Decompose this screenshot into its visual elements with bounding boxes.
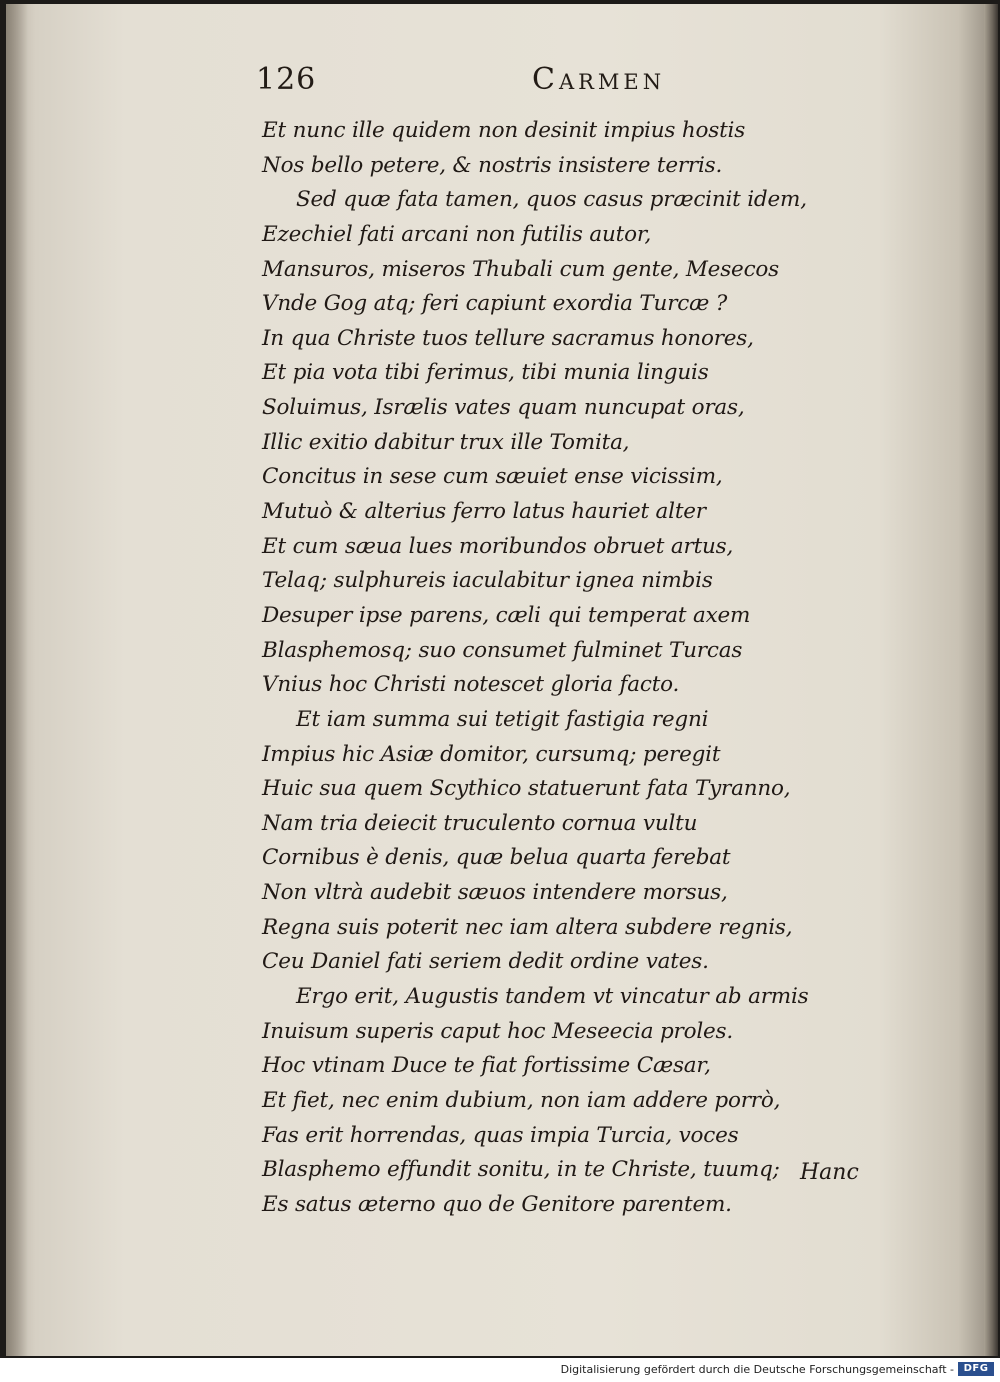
verse-line: Regna suis poterit nec iam altera subdere regnis,: [262, 914, 793, 940]
verse-line: Es satus æterno quo de Genitore parentem.: [262, 1191, 732, 1217]
gutter-shadow: [6, 4, 28, 1356]
verse-line: Ceu Daniel fati seriem dedit ordine vates.: [262, 949, 709, 975]
verse-line: Et fiet, nec enim dubium, non iam addere porrò,: [262, 1087, 781, 1113]
footer-bar: [0, 1358, 1000, 1382]
catchword: Hanc: [800, 1160, 859, 1185]
verse-line: Hoc vtinam Duce te fiat fortissime Cæsar,: [262, 1053, 711, 1079]
verse-line: Soluimus, Isrælis vates quam nuncupat oras,: [262, 395, 745, 421]
verse-line: Telaq; sulphureis iaculabitur ignea nimbis: [262, 568, 713, 594]
page-number: 126: [256, 62, 317, 97]
verse-line: Nos bello petere, & nostris insistere terris.: [262, 152, 723, 178]
page-edge: [984, 4, 998, 1356]
verse-line: Et nunc ille quidem non desinit impius hostis: [262, 118, 746, 143]
verse-line: Et pia vota tibi ferimus, tibi munia linguis: [262, 360, 709, 386]
verse-line: Non vltrà audebit sæuos intendere morsus,: [262, 880, 728, 906]
running-title: Carmen: [532, 62, 666, 97]
verse-line: Et cum sæua lues moribundos obruet artus,: [262, 533, 734, 559]
verse-line: Huic sua quem Scythico statuerunt fata Tyranno,: [262, 776, 791, 802]
verse-line: Desuper ipse parens, cæli qui temperat axem: [262, 602, 751, 628]
verse-line: Inuisum superis caput hoc Meseecia proles.: [262, 1018, 734, 1044]
verse-line: Impius hic Asiæ domitor, cursumq; peregit: [262, 741, 721, 767]
verse-line: Ezechiel fati arcani non futilis autor,: [262, 221, 652, 247]
funding-credit: Digitalisierung gefördert durch die Deutsche Forschungsgemeinschaft -: [560, 1363, 954, 1376]
verse-text: [262, 114, 862, 1223]
verse-line: Et iam summa sui tetigit fastigia regni: [296, 706, 709, 732]
verse-line: Sed quæ fata tamen, quos casus præcinit idem,: [296, 187, 807, 213]
verse-line: Blasphemosq; suo consumet fulminet Turcas: [262, 637, 743, 663]
verse-line: Concitus in sese cum sæuiet ense vicissim,: [262, 464, 723, 490]
verse-line: Ergo erit, Augustis tandem vt vincatur ab armis: [296, 984, 809, 1010]
verse-line: Fas erit horrendas, quas impia Turcia, voces: [262, 1122, 739, 1148]
dfg-logo: DFG: [958, 1362, 994, 1376]
verse-line: Mansuros, miseros Thubali cum gente, Mesecos: [262, 256, 779, 282]
verse-line: Cornibus è denis, quæ belua quarta ferebat: [262, 845, 731, 871]
verse-line: In qua Christe tuos tellure sacramus honores,: [262, 325, 754, 351]
page-header: [256, 62, 706, 112]
verse-line: Vnde Gog atq; feri capiunt exordia Turcæ ?: [262, 291, 728, 317]
verse-line: Vnius hoc Christi notescet gloria facto.: [262, 672, 680, 698]
verse-line: Illic exitio dabitur trux ille Tomita,: [262, 429, 630, 455]
verse-line: Blasphemo effundit sonitu, in te Christe, tuumq;: [262, 1157, 780, 1183]
verse-line: Mutuò & alterius ferro latus hauriet alter: [262, 499, 706, 525]
verse-line: Nam tria deiecit truculento cornua vultu: [262, 810, 698, 836]
